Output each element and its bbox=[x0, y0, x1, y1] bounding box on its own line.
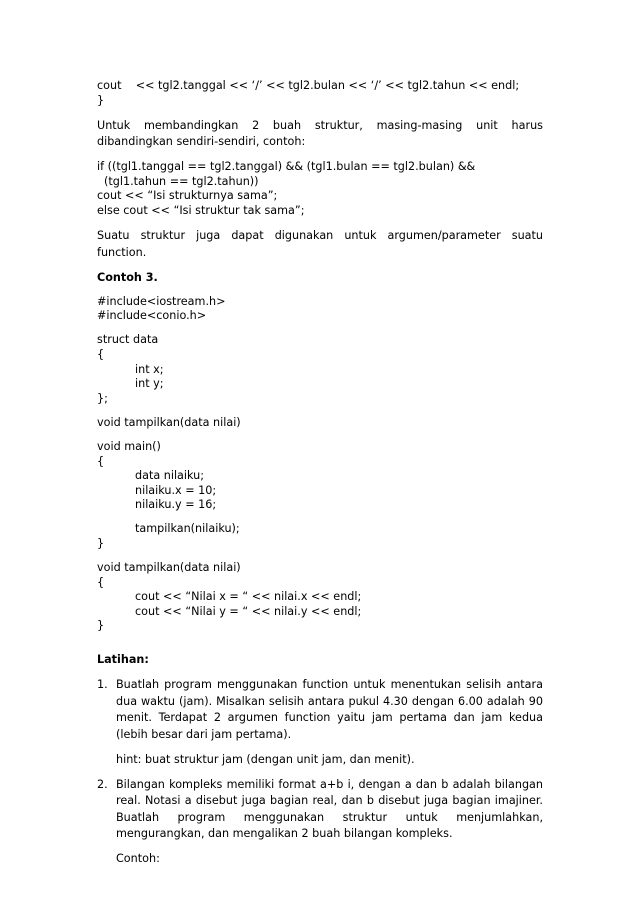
code-cout-expression: << tgl2.tanggal << ‘/’ << tgl2.bulan << ‘/’ << tgl2.tahun << endl; bbox=[135, 79, 520, 92]
code-example-block bbox=[97, 295, 543, 634]
exercise-list bbox=[97, 677, 543, 867]
code-line-cout bbox=[97, 79, 543, 94]
code-line: data nilaiku; bbox=[135, 469, 205, 483]
code-line: void tampilkan(data nilai) bbox=[97, 561, 241, 575]
code-line: struct data bbox=[97, 333, 159, 347]
paragraph-compare: Untuk membandingkan 2 buah struktur, masing-masing unit harus dibandingkan sendiri-sendiri, contoh: bbox=[97, 118, 543, 149]
code-line: void main() bbox=[97, 439, 161, 453]
code-line: #include<iostream.h> bbox=[97, 294, 226, 308]
code-compare-block bbox=[97, 160, 543, 218]
code-line: if ((tgl1.tanggal == tgl2.tanggal) && (tgl1.bulan == tgl2.bulan) && bbox=[97, 160, 476, 174]
exercise-number: 2. bbox=[97, 777, 108, 791]
list-item-exercise-1 bbox=[97, 677, 543, 767]
paragraph-argument: Suatu struktur juga dapat digunakan untuk argumen/parameter suatu function. bbox=[97, 229, 543, 259]
code-keyword-cout: cout bbox=[97, 79, 122, 92]
code-line-close-brace: } bbox=[97, 93, 105, 107]
code-line: }; bbox=[97, 391, 108, 405]
exercise-heading: Latihan: bbox=[97, 653, 149, 667]
exercise-hint: hint: buat struktur jam (dengan unit jam, dan menit). bbox=[116, 752, 415, 766]
code-line: int x; bbox=[135, 362, 164, 376]
exercise-text: Bilangan kompleks memiliki format a+b i, dengan a dan b adalah bilangan real. Notasi a disebut juga bagian real, dan b disebut juga bagian imajiner. Buatlah program menggunakan struktur untuk menjumlahkan, mengurangkan, dan mengalikan 2 buah bilangan kompleks. bbox=[116, 777, 543, 841]
code-line: else cout << “Isi struktur tak sama”; bbox=[97, 203, 305, 217]
exercise-example-label: Contoh: bbox=[116, 852, 160, 866]
code-line: cout << “Isi strukturnya sama”; bbox=[97, 189, 278, 203]
code-line: } bbox=[97, 619, 105, 633]
code-line: cout << “Nilai x = “ << nilai.x << endl; bbox=[135, 590, 362, 604]
code-line: tampilkan(nilaiku); bbox=[135, 522, 240, 536]
exercise-number: 1. bbox=[97, 678, 108, 692]
exercise-text: Buatlah program menggunakan function untuk menentukan selisih antara dua waktu (jam). Misalkan selisih antara pukul 4.30 dengan 6.00 adalah 90 menit. Terdapat 2 argumen function yaitu jam pertama dan jam kedua (lebih besar dari jam pertama). bbox=[116, 678, 543, 741]
code-line: (tgl1.tahun == tgl2.tahun)) bbox=[104, 174, 259, 188]
code-line: #include<conio.h> bbox=[97, 309, 207, 323]
code-line: nilaiku.y = 16; bbox=[135, 498, 217, 512]
code-line: { bbox=[97, 575, 105, 589]
list-item-exercise-2 bbox=[97, 777, 543, 867]
code-line: void tampilkan(data nilai) bbox=[97, 415, 241, 429]
document-page bbox=[97, 79, 543, 867]
code-line: } bbox=[97, 536, 105, 550]
code-line: int y; bbox=[135, 377, 164, 391]
code-line: nilaiku.x = 10; bbox=[135, 483, 217, 497]
code-line: { bbox=[97, 347, 105, 361]
example-heading: Contoh 3. bbox=[97, 270, 158, 284]
code-line: cout << “Nilai y = “ << nilai.y << endl; bbox=[135, 604, 362, 618]
code-fragment-top bbox=[97, 79, 543, 108]
code-line: { bbox=[97, 454, 105, 468]
